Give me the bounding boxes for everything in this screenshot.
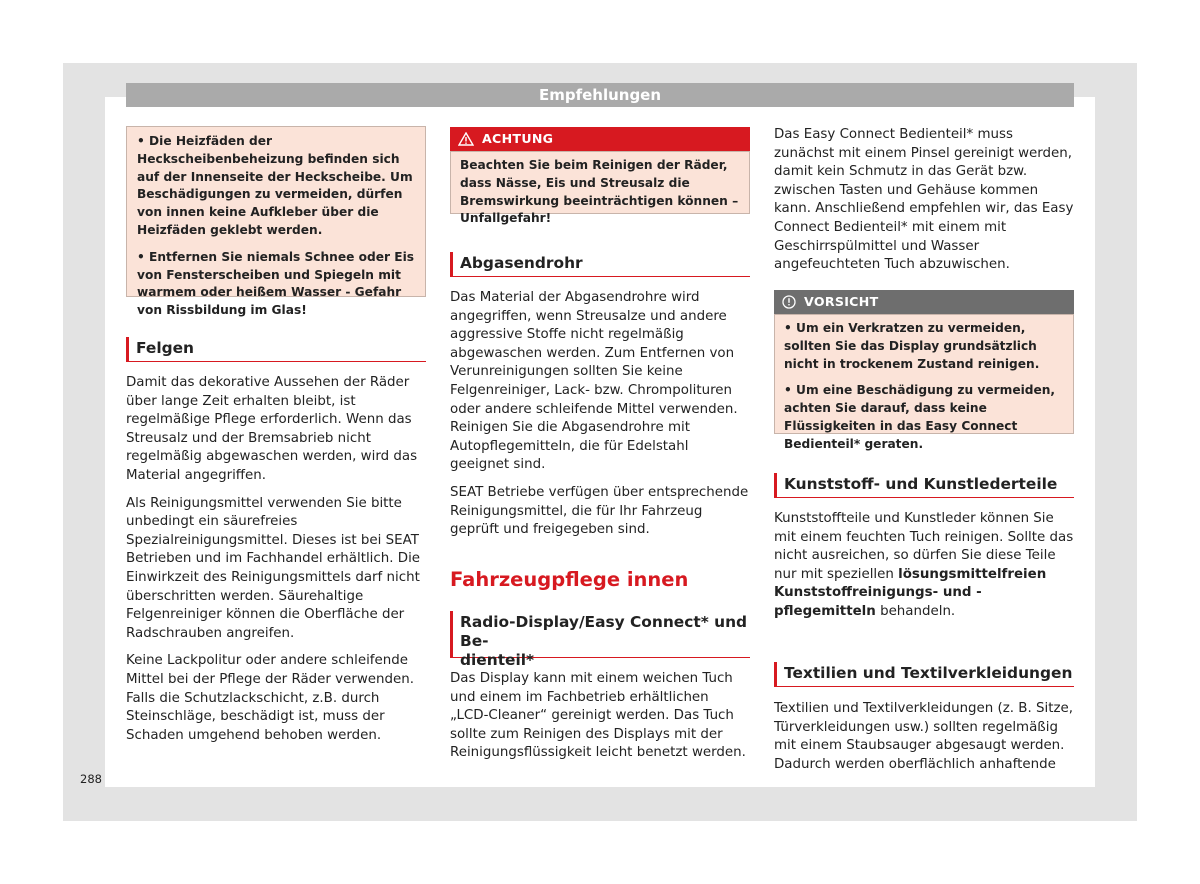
paragraph: Das Easy Connect Bedienteil* muss zunächst mit einem Pinsel gereinigt werden, damit kein Schmutz in das Gerät bzw. zwischen Tasten und Gehäuse kommen kann. Anschließend empfehlen wir, das Easy Connect Bedienteil* mit einem mit Geschirrspülmittel und Wasser angefeuchteten Tuch abzuwischen. <box>774 127 1074 273</box>
paragraph: Das Material der Abgasendrohre wird angegriffen, wenn Streusalze und andere aggressive Stoffe nicht regelmäßig abgewaschen werden. Zum Entfernen von Verunreinigungen sollten Sie keine Felgenreiniger, Lack- bzw. Chrompolituren oder andere schleifende Mittel verwenden. Reinigen Sie die Abgasendrohre mit Autopflegemitteln, die für Edelstahl geeignet sind. <box>450 290 738 473</box>
hint-item: • Die Heizfäden der Heckscheibenbeheizung befinden sich auf der Innenseite der Heckscheibe. Um Beschädigungen zu vermeiden, dürfen von innen keine Aufkleber über die Heizfäden geklebt werden. <box>137 134 413 237</box>
abgasendrohr-text <box>450 289 750 540</box>
page-number: 288 <box>80 772 102 786</box>
paragraph: Das Display kann mit einem weichen Tuch und einem im Fachbetrieb erhältlichen „LCD-Cleaner“ gereinigt werden. Das Tuch sollte zum Reinigen des Displays mit der Reinigungsflüssigkeit leicht benetzt werden. <box>450 671 746 761</box>
section-heading-textilien: Textilien und Textilverkleidungen <box>774 662 1074 687</box>
easy-connect-intro <box>774 126 1074 275</box>
achtung-header: ACHTUNG <box>450 127 750 151</box>
section-heading-kunststoff: Kunststoff- und Kunstlederteile <box>774 473 1074 498</box>
paragraph: Damit das dekorative Aussehen der Räder über lange Zeit erhalten bleibt, ist regelmäßige Pflege erforderlich. Wenn das Streusalz und der Bremsabrieb nicht regelmäßig abgewaschen werden, wird das Material angegriffen. <box>126 375 418 483</box>
warning-triangle-icon <box>458 132 474 146</box>
vorsicht-box <box>774 314 1074 451</box>
achtung-box: Beachten Sie beim Reinigen der Räder, dass Nässe, Eis und Streusalz die Bremswirkung beeinträchtigen können – Unfallgefahr! <box>450 151 750 214</box>
paragraph: Keine Lackpolitur oder andere schleifende Mittel bei der Pflege der Räder verwenden. Falls die Schutzlackschicht, z.B. durch Steinschläge, beschädigt ist, muss der Schaden umgehend behoben werden. <box>126 653 414 743</box>
vorsicht-item: • Um ein Verkratzen zu vermeiden, sollten Sie das Display grundsätzlich nicht in trockenem Zustand reinigen. <box>784 321 1040 371</box>
section-heading-radio-display: Radio-Display/Easy Connect* und Be- dienteil* <box>450 611 750 658</box>
section-heading-felgen: Felgen <box>126 337 426 362</box>
section-heading-abgasendrohr: Abgasendrohr <box>450 252 750 277</box>
vorsicht-header: VORSICHT <box>774 290 1074 314</box>
felgen-text <box>126 374 426 745</box>
kunststoff-text <box>774 510 1074 622</box>
radio-display-text <box>450 670 750 763</box>
hint-item: • Entfernen Sie niemals Schnee oder Eis von Fensterscheiben und Spiegeln mit warmem oder heißem Wasser - Gefahr von Rissbildung im Glas! <box>137 249 415 318</box>
section-header-bar: Empfehlungen <box>126 83 1074 107</box>
chapter-title: Fahrzeugpflege innen <box>450 568 689 591</box>
textilien-text <box>774 700 1074 774</box>
hint-box <box>126 126 426 318</box>
paragraph: Kunststoffteile und Kunstleder können Sie mit einem feuchten Tuch reinigen. Sollte das nicht ausreichen, so dürfen Sie diese Teile nur mit speziellen lösungsmittelfreien Kunststoffreinigungs- und -pflegemitteln behandeln. <box>774 511 1074 619</box>
paragraph: Textilien und Textilverkleidungen (z. B. Sitze, Türverkleidungen usw.) sollten regelmäßig mit einem Staubsauger abgesaugt werden. Dadurch werden oberflächlich anhaftende <box>774 701 1073 772</box>
paragraph: Als Reinigungsmittel verwenden Sie bitte unbedingt ein säurefreies Spezialreinigungsmittel. Dieses ist bei SEAT Betrieben und im Fachhandel erhältlich. Die Einwirkzeit des Reinigungsmittels darf nicht überschritten werden. Säurehaltige Felgenreiniger können die Oberfläche der Radschrauben angreifen. <box>126 495 421 641</box>
vorsicht-item: • Um eine Beschädigung zu vermeiden, achten Sie darauf, dass keine Flüssigkeiten in das Easy Connect Bedienteil* geraten. <box>784 383 1056 451</box>
paragraph: SEAT Betriebe verfügen über entsprechende Reinigungsmittel, die für Ihr Fahrzeug geprüft und freigegeben sind. <box>450 484 749 538</box>
info-circle-icon <box>782 295 796 309</box>
